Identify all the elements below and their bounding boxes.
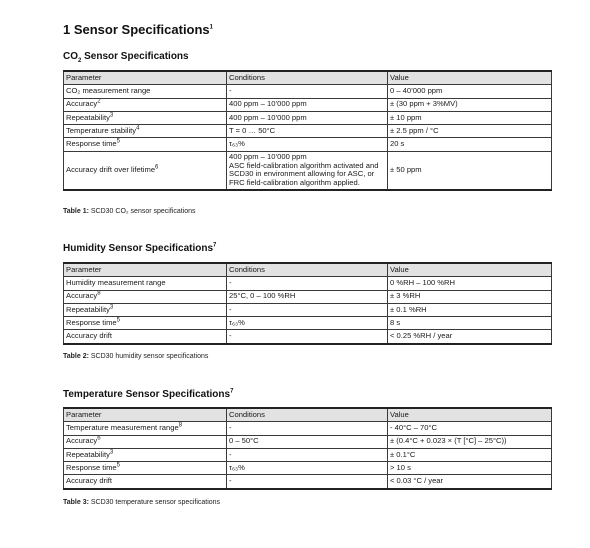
table-2-caption — [63, 353, 208, 360]
value-cell: ± 2.5 ppm / °C — [388, 125, 552, 138]
cond-cell: 400 ppm – 10’000 ppm — [227, 98, 388, 111]
param-cell: CO₂ measurement range — [64, 85, 227, 98]
value-cell: ± (0.4°C + 0.023 × (T [°C] – 25°C)) — [388, 435, 552, 448]
table-row — [64, 277, 552, 290]
table-1-caption — [63, 208, 196, 215]
table-row — [64, 138, 552, 151]
value-cell: < 0.03 °C / year — [388, 475, 552, 489]
table-row — [64, 303, 552, 316]
table-row — [64, 98, 552, 111]
header-value: Value — [388, 71, 552, 85]
cond-cell: - — [227, 303, 388, 316]
param-cell: Repeatability$^3$ — [64, 303, 227, 316]
cond-cell-multiline — [227, 151, 388, 189]
header-value: Value — [388, 263, 552, 277]
humidity-heading-footnote: 7 — [213, 242, 217, 249]
param-cell: Response time$^5$ — [64, 138, 227, 151]
value-cell: ± 50 ppm — [388, 151, 552, 189]
cond-line: ASC field-calibration algorithm activated and — [229, 160, 379, 170]
param-cell: Accuracy$^2$ — [64, 98, 227, 111]
param-cell: Humidity measurement range — [64, 277, 227, 290]
cond-cell: τ₆₃% — [227, 317, 388, 330]
table-3-caption — [63, 499, 220, 506]
param-cell: Repeatability$^3$ — [64, 111, 227, 124]
title-footnote: 1 — [209, 24, 214, 31]
table-row — [64, 475, 552, 489]
header-parameter: Parameter — [64, 263, 227, 277]
page-title-text: 1 Sensor Specifications — [63, 22, 210, 37]
table-header-row — [64, 263, 552, 277]
humidity-section-heading — [63, 243, 216, 254]
value-cell: < 0.25 %RH / year — [388, 330, 552, 344]
param-cell: Accuracy drift — [64, 330, 227, 344]
co2-heading-post: Sensor Specifications — [81, 51, 189, 62]
header-conditions: Conditions — [227, 408, 388, 422]
header-parameter: Parameter — [64, 408, 227, 422]
param-cell: Response time$^5$ — [64, 317, 227, 330]
table-row — [64, 448, 552, 461]
humidity-heading-text: Humidity Sensor Specifications — [63, 243, 214, 254]
param-cell: Accuracy drift over lifetime$^6$ — [64, 151, 227, 189]
param-cell: Accuracy$^6$ — [64, 435, 227, 448]
table-row — [64, 125, 552, 138]
cond-cell: - — [227, 448, 388, 461]
param-cell: Temperature measurement range$^8$ — [64, 422, 227, 435]
cond-cell: - — [227, 422, 388, 435]
table-row — [64, 317, 552, 330]
cond-cell: 0 – 50°C — [227, 435, 388, 448]
cond-cell: 25°C, 0 – 100 %RH — [227, 290, 388, 303]
caption-label: Table 1: — [63, 208, 89, 215]
table-row — [64, 85, 552, 98]
value-cell: ± 0.1°C — [388, 448, 552, 461]
header-parameter: Parameter — [64, 71, 227, 85]
value-cell: ± 3 %RH — [388, 290, 552, 303]
cond-cell: - — [227, 475, 388, 489]
caption-label: Table 3: — [63, 499, 89, 506]
cond-cell: - — [227, 330, 388, 344]
table-row — [64, 330, 552, 344]
cond-line: 400 ppm – 10’000 ppm — [229, 151, 307, 161]
value-cell: 8 s — [388, 317, 552, 330]
co2-spec-table — [63, 70, 552, 191]
value-cell: > 10 s — [388, 462, 552, 475]
header-value: Value — [388, 408, 552, 422]
caption-text: SCD30 temperature sensor specifications — [88, 499, 221, 506]
caption-label: Table 2: — [63, 353, 89, 360]
temperature-heading-text: Temperature Sensor Specifications — [63, 389, 231, 400]
header-conditions: Conditions — [227, 71, 388, 85]
cond-cell: T = 0 … 50°C — [227, 125, 388, 138]
table-header-row — [64, 71, 552, 85]
cond-cell: - — [227, 277, 388, 290]
param-cell: Accuracy drift — [64, 475, 227, 489]
header-conditions: Conditions — [227, 263, 388, 277]
value-cell: - 40°C – 70°C — [388, 422, 552, 435]
table-row — [64, 111, 552, 124]
value-cell: 20 s — [388, 138, 552, 151]
temperature-spec-table — [63, 407, 552, 490]
co2-heading-sub: 2 — [78, 58, 82, 64]
table-row — [64, 151, 552, 189]
value-cell: ± 10 ppm — [388, 111, 552, 124]
param-cell: Repeatability$^3$ — [64, 448, 227, 461]
temperature-heading-footnote: 7 — [230, 388, 234, 395]
table-row — [64, 435, 552, 448]
value-cell: 0 %RH – 100 %RH — [388, 277, 552, 290]
cond-cell: 400 ppm – 10’000 ppm — [227, 111, 388, 124]
param-cell: Accuracy$^8$ — [64, 290, 227, 303]
param-cell: Temperature stability$^4$ — [64, 125, 227, 138]
co2-heading-pre: CO — [63, 51, 78, 62]
table-row — [64, 462, 552, 475]
temperature-section-heading — [63, 389, 233, 400]
value-cell: 0 – 40’000 ppm — [388, 85, 552, 98]
table-row — [64, 290, 552, 303]
cond-line: FRC field-calibration algorithm applied. — [229, 177, 360, 187]
param-cell: Response time$^5$ — [64, 462, 227, 475]
cond-cell: τ₆₃% — [227, 138, 388, 151]
table-row — [64, 422, 552, 435]
cond-line: SCD30 in environment allowing for ASC, or — [229, 169, 375, 179]
value-cell: ± 0.1 %RH — [388, 303, 552, 316]
caption-text: SCD30 CO₂ sensor specifications — [88, 208, 196, 215]
co2-section-heading — [63, 51, 189, 62]
cond-cell: - — [227, 85, 388, 98]
humidity-spec-table — [63, 262, 552, 345]
caption-text: SCD30 humidity sensor specifications — [88, 353, 209, 360]
cond-cell: τ₆₃% — [227, 462, 388, 475]
page-title — [63, 22, 213, 37]
table-header-row — [64, 408, 552, 422]
value-cell: ± (30 ppm + 3%MV) — [388, 98, 552, 111]
